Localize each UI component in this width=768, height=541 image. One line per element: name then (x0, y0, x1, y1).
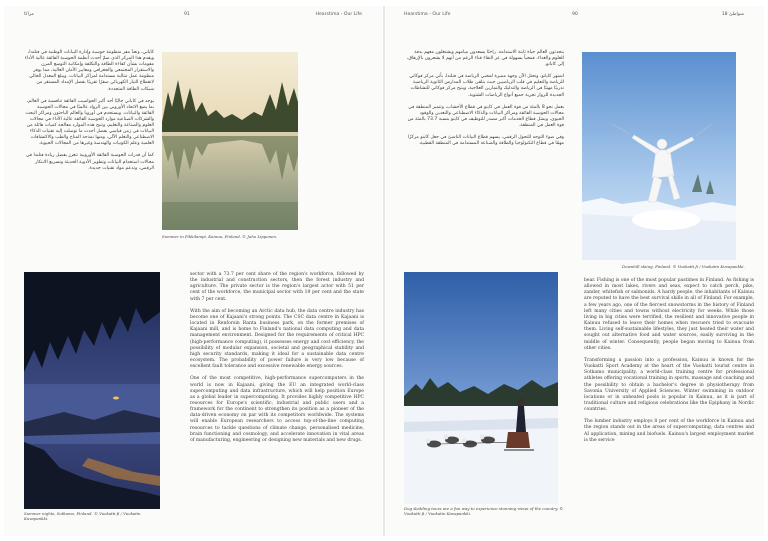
spine-divider (383, 6, 385, 536)
right-header-title: Hearstima - Our Life (404, 12, 451, 17)
right-header-section: شواطئ 18 (721, 12, 744, 17)
arabic-paragraph: وفي ضوء التوجه للتحول الرقمي، يسهم قطاع البيانات الناشئ في جعل كاينو مركزًا مهمًا في قطاع التكنولوجيا والطاقة والصناعة المستدامة في المنطقة القطبية. (407, 135, 564, 147)
english-paragraph: With the aim of becoming an Arctic data hub, the data centre industry has become one of Kajaani's strong points. The CSC data centre in Kajaani is located in Renforsin Ranta business park, on the former premises of Kajaani mill, and is home to Finland's national data computing and data management environment. Designed for the requirements of critical HPC (high-performance computing), it possesses energy and cost efficiency, the possibility of modular expansion, societal and geographical stability and high security standards, making it ideal for a sustainable data centre ecosystem. The probability of power failure is very low because of excellent fault tolerance and excessive renewable energy sources. (190, 308, 364, 370)
arabic-paragraph: كما أن قدرات الحوسبة الفائقة الأوروبية تتعزز بفضل ريادة فنلندا في مجالات استخدام البيانات وتطوير الأدوية الحديثة وتسريع الابتكار الرقمي، وتدعم مواد تقنيات جديدة. (25, 153, 154, 171)
right-page (386, 6, 764, 536)
arabic-paragraph: كاياني، وتعدّ مقر منظومة حوسبة وإدارة البيانات الوطنية في فنلندا، ويقدم هذا المركز الذي ضمّ أحدث أنظمة الحوسبة الفائقة عالية الأداء مقومات بشأن كفاءة الطاقة والتكلفة وإمكانية التوسع المرن والاستقرار المجتمعي والجغرافي ومعايير الأمان العالية، مما يوفر منظومة عمل مثالية مستدامة لمراكز البيانات. ويبلغ المعدل الحالي لانقطاع التيار الكهربائي صفرًا تقريبًا بفضل الإمداد المستقر من شبكات الطاقة المتجددة. (24, 50, 154, 92)
english-paragraph: One of the most competitive, high-performance supercomputers in the world is now in Kajaani, giving the EU an integrated world-class supercomputing and data infrastructure, which will help position Europe as a global leader in supercomputing. It provides highly competitive HPC resources for Europe's scientific, industrial and public users and a framework for the continent to strengthen its position as a pioneer of the data-driven economy on par with its competitors worldwide. The systems will enable European researchers to access top-of-the-line computing resources to tackle questions of climate change, personalised medicine, brain functioning and cosmology, and accelerate innovation in vital areas of manufacturing, engineering or designing new materials and new drugs. (190, 376, 364, 443)
left-page (4, 6, 382, 536)
summer-night-photo (24, 272, 160, 509)
right-page-number: 90 (572, 12, 578, 17)
lake-summer-photo (162, 52, 298, 230)
arabic-paragraph: يوجد في كاياني حاليًا أحد أكبر الحواسيب الفائقة تنافسية في العالم، بما يضع الاتحاد الأوروبي بين الرواد عالميًا في مجالات الحوسبة الفائقة والبيانات. ويستخدم في أوروبا والعالم الباحثون ومراكز البحث والشركات الصناعية موارد الحوسبة الفائقة عالية الأداء في مجالات العلوم والصناعة والتعليم، وتتيح هذه الموارد معالجة كميات هائلة من البيانات في زمن قياسي بفضل أحدث ما توصلت إليه تقنيات الذكاء الاصطناعي والتعلم الآلي، ومنها نمذجة المناخ والطب والاكتشافات العلمية وعلم الكونيات والهندسة وغيرها من المجالات الحيوية. (25, 98, 154, 147)
english-paragraph: The lumber industry employs 8 per cent of the workforce in Kainuu and the region stands out in the areas of supercomputing, data centres and AI application, mining and biofuels. Kainuu's largest employment market is the service (584, 419, 754, 443)
english-text-column (190, 272, 364, 450)
arabic-paragraph: يعمل نحو 8 بالمئة من قوة العمل في كاينو في قطاع الأخشاب، وتتميز المنطقة في مجالات الحوسبة الفائقة ومراكز البيانات والذكاء الاصطناعي والتعدين والوقود الحيوي، ويمثل قطاع الخدمات أكبر مصدر للتوظيف في كاينو بنسبة 73.7 بالمئة من قوة العمل في المنطقة. (407, 104, 564, 128)
skiing-caption: Downhill skiing, Finland. © Vuokatti.fi / Vuokatin Kuvapankki. (622, 264, 745, 269)
skiing-photo (582, 52, 736, 260)
arabic-text-column (24, 50, 154, 178)
dog-sledding-photo (404, 272, 558, 504)
left-header-section: مراكا (24, 12, 34, 17)
english-paragraph: bear. Fishing is one of the most popular pastimes in Finland. As fishing is allowed in most lakes, rivers and seas, expect to catch perch, pike, zander, whitefish or salmonids. A hardy people, the inhabitants of Kainuu are reputed to have the best survival skills in all of Finland. For example, a few years ago, one of the fiercest snowstorms in the history of Finland left many cities and towns without electricity for weeks. While those living in big cities were terrified, the resilient and innovative people in Kainuu refused to leave their homes when rescuers tried to evacuate them. Living self-sustainable lifestyles, they just heated their water and sought out alternative food and water sources, easily surviving in the middle of winter. Consequently, people began moving to Kainuu from other cities. (584, 278, 754, 351)
arabic-paragraph: اشتهر كايانو، وتحتل الآن وجهة مميزة لمحبي الرياضة في فنلندا، يأتي مركز فوكاتي للرياضة والتعليم في قلب الرياضيين حيث يتلقى طلاب المدارس الثانوية الرياضية تدريبًا مهنيًا في الرياضة والتدليك والتمارين العلاجية، ويتيح مركز فوكاتي للنشاطات الجديدة للزوار تجربة جميع أنواع الرياضات الشتوية. (409, 74, 564, 98)
left-header-title: Hearstima - Our Life (315, 12, 362, 17)
left-page-number: 91 (184, 12, 190, 17)
arabic-paragraph: يتحدثون العالم حياة ثابتة الاستدامة. راحبًا يسعدون ميامهم ويشتغلون معهم بدقة للعلوم والغداء، فمحياً بسهولة في عز النقاء قناء الرغم من أنهم لا يشعرون بالإرهاق، إلى كايانو. (406, 50, 564, 68)
arabic-text-column (404, 50, 564, 153)
english-paragraph: Transforming a passion into a profession, Kainuu is known for the Vuokatti Sport Academy at the heart of the Vuokatti tourist centre in Sotkamo municipality, a world-class training centre for professional athletes offering vocational training in sports, massage and coaching and the possibility to obtain a bachelor's degree in physiotherapy from Savonia University of Applied Sciences. Winter swimming in outdoor locations or in unheated pools is popular in Kainuu, as it is part of traditional culture and religious celebrations like the Epiphany in Nordic countries. (584, 357, 754, 413)
english-paragraph: sector with a 73.7 per cent share of the region's workforce, followed by the industrial and construction sectors, then the forest industry and agriculture. The private sector is the region's largest actor with 51 per cent of the workforce, the municipal sector with 19 per cent and the state with 7 per cent. (190, 272, 364, 302)
dog-sledding-caption: Dog sledding tours are a fun way to experience stunning views of the country. © Vuokatti.fi / Vuokatin Kuvapankki. (404, 506, 564, 516)
summer-night-caption: Summer nights, Sotkamo, Finland. © Vuokatti.fi / Vuokatin Kuvapankki. (24, 511, 141, 521)
english-text-column (584, 278, 754, 450)
lake-summer-caption: Summer in Pikkilampi, Kainuu, Finland. © Juho Lipponen. (162, 234, 278, 239)
